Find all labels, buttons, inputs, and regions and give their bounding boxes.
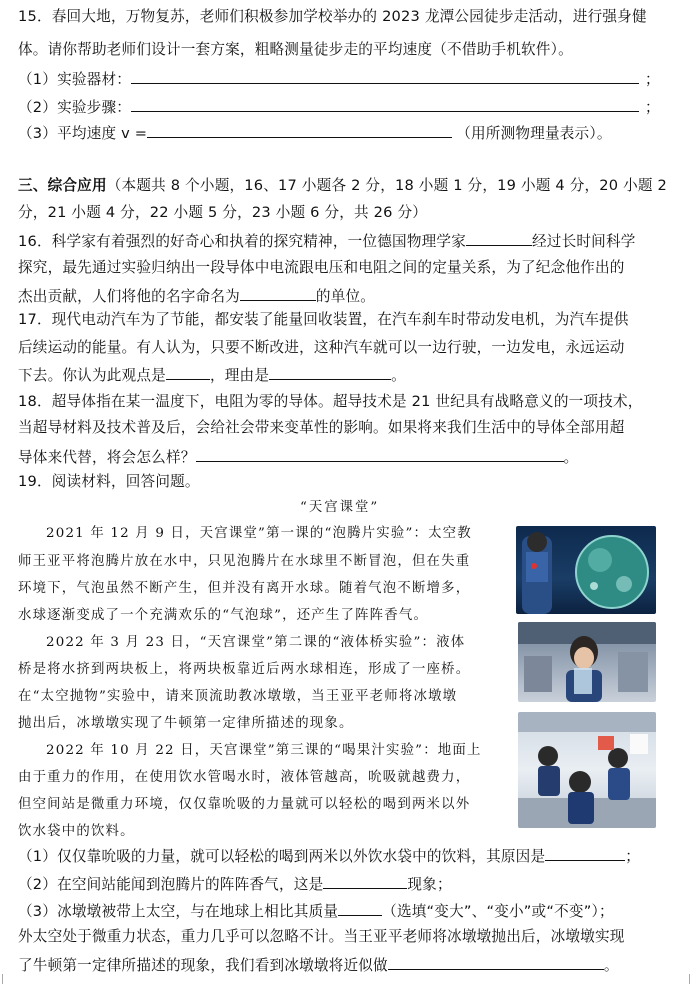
corner-mark-left bbox=[2, 974, 12, 984]
para1-line4: 水球逐渐变成了一个充满欢乐的“气泡球”，还产生了阵阵香气。 bbox=[18, 608, 429, 623]
q19-sub2-tail: 现象； bbox=[407, 876, 452, 893]
para3-line4: 饮水袋中的饮料。 bbox=[18, 824, 135, 839]
para2-line1: 2022 年 3 月 23 日，“天宫课堂”第二课的“液体桥实验”：液体 bbox=[46, 635, 466, 650]
para2-line4: 抛出后，冰墩墩实现了牛顿第一定律所描述的现象。 bbox=[18, 716, 354, 731]
q16-line1 bbox=[18, 230, 636, 252]
q17-line3 bbox=[18, 364, 406, 386]
q17-line3-tail: 。 bbox=[391, 367, 406, 384]
para1-line1: 2021 年 12 月 9 日，天宫课堂”第一课的“泡腾片实验”：太空教 bbox=[46, 526, 472, 541]
q19-sub1-text: （1）仅仅靠吮吸的力量，就可以轻松的喝到两米以外饮水袋中的饮料，其原因是 bbox=[18, 848, 546, 865]
q16-line3 bbox=[18, 285, 375, 307]
q15-part2-semicolon: ； bbox=[645, 99, 660, 116]
q19-blank-motion[interactable] bbox=[388, 954, 604, 970]
q18-line3-text: 导体来代替，将会怎么样？ bbox=[18, 449, 196, 466]
q19-sub1 bbox=[18, 845, 640, 867]
q19-sub3-line3-tail: 。 bbox=[603, 957, 619, 974]
q19-sub3-options: （选填“变大”、“变小”或“不变”）； bbox=[382, 903, 614, 920]
bubble-experiment-image bbox=[516, 526, 656, 614]
q17-line2: 后续运动的能量。有人认为，只要不断改进，这种汽车就可以一边行驶，一边发电，永远运动 bbox=[18, 339, 625, 356]
q17-line3-mid: ，理由是 bbox=[209, 367, 270, 384]
q15-part3-label: （3）平均速度 v = bbox=[18, 125, 148, 142]
section3-desc2: 分，21 小题 4 分，22 小题 5 分，23 小题 6 分，共 26 分） bbox=[18, 204, 428, 221]
photo-liquid-bridge bbox=[518, 622, 656, 702]
q15-part1-blank[interactable] bbox=[131, 68, 639, 84]
q19-blank-reason[interactable] bbox=[545, 845, 625, 861]
photo-bubble-experiment bbox=[516, 526, 656, 614]
q15-part3-tail: （用所测物理量表示）。 bbox=[456, 125, 612, 142]
q16-line3-tail: 的单位。 bbox=[315, 288, 376, 305]
corner-mark-right bbox=[680, 974, 690, 984]
q16-line1-tail: 经过长时间科学 bbox=[532, 233, 636, 250]
para2-line2: 桥是将水挤到两块板上，将两块板靠近后两水球相连，形成了一座桥。 bbox=[18, 662, 471, 677]
q19-sub3-line3-text: 了牛顿第一定律所描述的现象，我们看到冰墩墩将近似做 bbox=[18, 957, 388, 974]
q15-part2 bbox=[18, 96, 660, 118]
q19-sub2-text: （2）在空间站能闻到泡腾片的阵阵香气，这是 bbox=[18, 876, 324, 893]
juice-experiment-image bbox=[518, 712, 656, 828]
para3-line1: 2022 年 10 月 22 日，天宫课堂”第三课的“喝果汁实验”：地面上 bbox=[46, 743, 482, 758]
q15-part3-blank[interactable] bbox=[147, 122, 452, 138]
para1-line2: 师王亚平将泡腾片放在水中，只见泡腾片在水球里不断冒泡，但在失重 bbox=[18, 554, 471, 569]
q18-line1: 18．超导体指在某一温度下，电阻为零的导体。超导技术是 21 世纪具有战略意义的一项技术， bbox=[18, 393, 643, 410]
q15-part1 bbox=[18, 68, 660, 90]
q19-sub3-line3 bbox=[18, 954, 619, 976]
q18-blank-answer[interactable] bbox=[196, 446, 564, 462]
q15-line2: 体。请你帮助老师们设计一套方案，粗略测量徒步走的平均速度（不借助手机软件）。 bbox=[18, 41, 573, 58]
q16-blank-unit[interactable] bbox=[240, 285, 316, 301]
q18-line2: 当超导材料及技术普及后，会给社会带来变革性的影响。如果将来我们生活中的导体全部用超 bbox=[18, 419, 625, 436]
q17-line3-text: 下去。你认为此观点是 bbox=[18, 367, 166, 384]
section3-title: 三、综合应用 bbox=[18, 177, 107, 194]
q19-sub3-line2: 外太空处于微重力状态，重力几乎可以忽略不计。当王亚平老师将冰墩墩抛出后，冰墩墩实现 bbox=[18, 928, 625, 945]
q15-part2-blank[interactable] bbox=[131, 96, 639, 112]
para2-line3: 在“太空抛物”实验中，请来顶流助教冰墩墩，当王亚平老师将冰墩墩 bbox=[18, 689, 458, 704]
q15-part2-label: （2）实验步骤： bbox=[18, 99, 132, 116]
para3-line3: 但空间站是微重力环境，仅仅靠吮吸的力量就可以轻松的喝到两米以外 bbox=[18, 797, 471, 812]
q19-blank-phenomenon[interactable] bbox=[323, 873, 407, 889]
section3-header bbox=[18, 176, 667, 196]
q17-blank-reason[interactable] bbox=[269, 364, 391, 380]
q15-part3 bbox=[18, 122, 612, 144]
reading-title: “天宫课堂” bbox=[300, 500, 380, 515]
q19-sub3 bbox=[18, 900, 614, 922]
q19-blank-mass[interactable] bbox=[338, 900, 382, 916]
q16-blank-scientist[interactable] bbox=[466, 230, 532, 246]
q15-part1-semicolon: ； bbox=[645, 71, 660, 88]
para1-line3: 环境下，气泡虽然不断产生，但并没有离开水球。随着气泡不断增多， bbox=[18, 581, 471, 596]
q16-line1-text: 16．科学家有着强烈的好奇心和执着的探究精神，一位德国物理学家 bbox=[18, 233, 466, 250]
q17-blank-opinion[interactable] bbox=[166, 364, 210, 380]
q18-line3 bbox=[18, 446, 578, 468]
section3-desc: （本题共 8 个小题，16、17 小题各 2 分，18 小题 1 分，19 小题 4 分，20 小题 2 bbox=[106, 177, 667, 194]
q17-line1: 17．现代电动汽车为了节能，都安装了能量回收装置，在汽车刹车时带动发电机，为汽车提供 bbox=[18, 311, 629, 328]
q16-line2: 探究，最先通过实验归纳出一段导体中电流跟电压和电阻之间的定量关系，为了纪念他作出的 bbox=[18, 259, 625, 276]
q15-part1-label: （1）实验器材： bbox=[18, 71, 132, 88]
q16-line3-text: 杰出贡献，人们将他的名字命名为 bbox=[18, 288, 240, 305]
photo-juice-experiment bbox=[518, 712, 656, 828]
para3-line2: 由于重力的作用，在使用饮水管喝水时，液体管越高，吮吸就越费力， bbox=[18, 770, 471, 785]
q18-line3-tail: 。 bbox=[563, 449, 579, 466]
liquid-bridge-image bbox=[518, 622, 656, 702]
q19-sub1-tail: ； bbox=[625, 848, 641, 865]
q15-line1: 15．春回大地，万物复苏，老师们积极参加学校举办的 2023 龙潭公园徒步走活动，进行强身健 bbox=[18, 8, 647, 25]
q19-intro: 19．阅读材料，回答问题。 bbox=[18, 473, 200, 490]
q19-sub3-text: （3）冰墩墩被带上太空，与在地球上相比其质量 bbox=[18, 903, 339, 920]
q19-sub2 bbox=[18, 873, 452, 895]
